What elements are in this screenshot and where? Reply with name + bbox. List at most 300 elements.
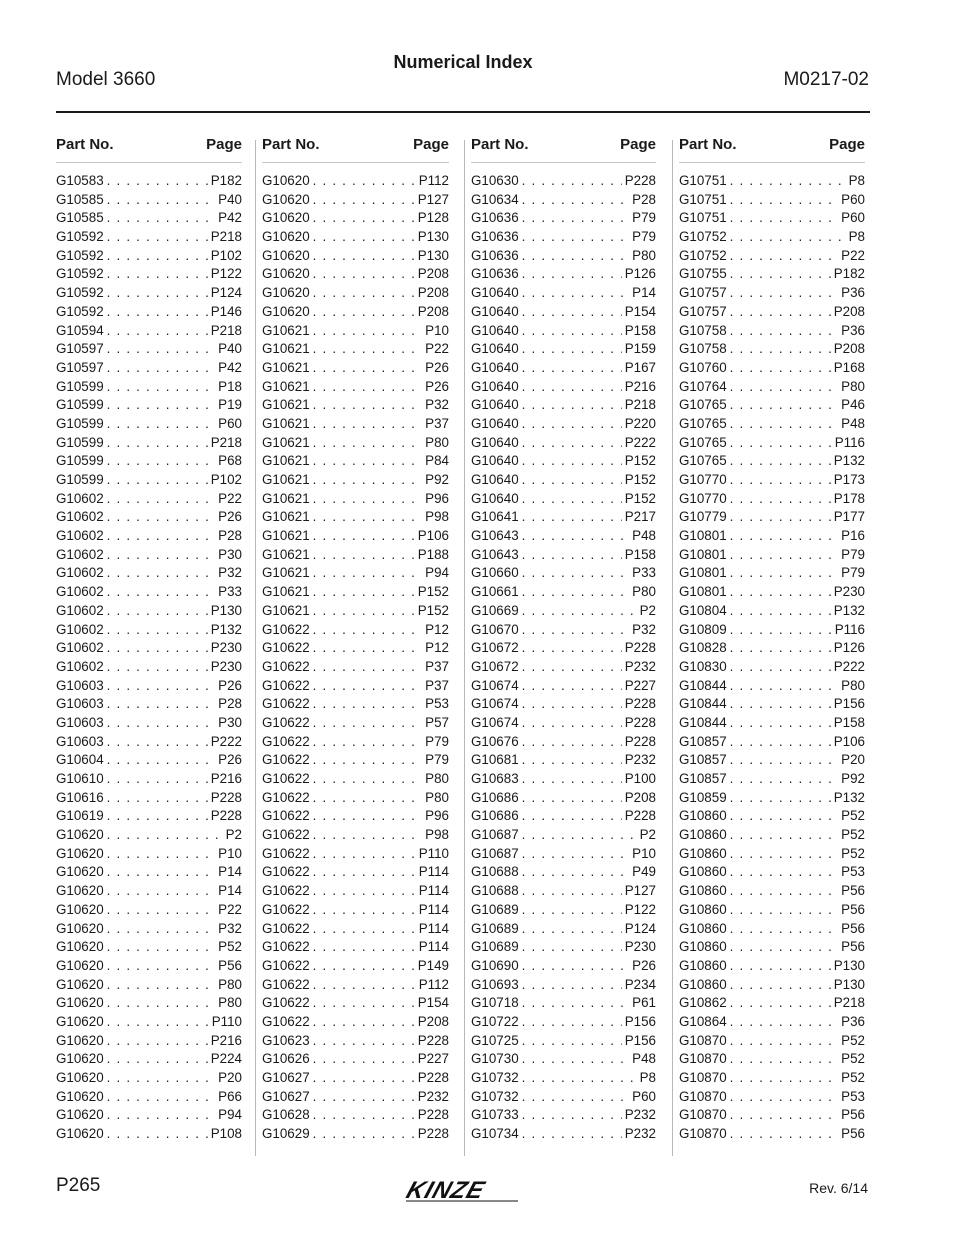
- index-entry: [679, 1050, 865, 1069]
- index-entry: [471, 863, 656, 882]
- index-entry: [471, 621, 656, 640]
- part-number: G10597: [56, 341, 104, 357]
- page-reference: P222: [624, 434, 656, 450]
- dot-leader: [730, 527, 839, 546]
- index-entry: [679, 658, 865, 677]
- dot-leader: [730, 415, 839, 434]
- part-number: G10629: [262, 1126, 310, 1142]
- page-reference: P122: [210, 266, 242, 282]
- index-entry: [471, 677, 656, 696]
- index-entry: [679, 695, 865, 714]
- index-entry: [471, 1032, 656, 1051]
- part-number: G10779: [679, 509, 727, 525]
- part-number: G10765: [679, 434, 727, 450]
- dot-leader: [313, 1125, 415, 1144]
- page-reference: P26: [425, 359, 449, 375]
- page-reference: P158: [833, 714, 865, 730]
- index-column-3: [471, 136, 656, 1144]
- part-number: G10622: [262, 995, 310, 1011]
- dot-leader: [522, 639, 622, 658]
- index-entry: [471, 901, 656, 920]
- index-entry: [679, 359, 865, 378]
- page-reference: P178: [833, 490, 865, 506]
- column-divider: [255, 140, 256, 1156]
- part-number: G10757: [679, 303, 727, 319]
- dot-leader: [107, 733, 208, 752]
- part-number: G10870: [679, 1107, 727, 1123]
- page-reference: P26: [218, 509, 242, 525]
- part-number: G10693: [471, 976, 519, 992]
- index-entry: [56, 452, 242, 471]
- dot-leader: [522, 751, 622, 770]
- part-number: G10583: [56, 173, 104, 188]
- index-entry: [471, 789, 656, 808]
- part-number: G10681: [471, 752, 519, 768]
- page-reference: P228: [624, 808, 656, 824]
- page-reference: P37: [425, 677, 449, 693]
- page-reference: P48: [632, 528, 656, 544]
- dot-leader: [107, 695, 216, 714]
- part-number: G10732: [471, 1088, 519, 1104]
- part-number: G10599: [56, 472, 104, 487]
- index-entry: [56, 621, 242, 640]
- dot-leader: [730, 1088, 839, 1107]
- part-number: G10690: [471, 957, 519, 973]
- index-entry: [471, 359, 656, 378]
- index-entry: [471, 920, 656, 939]
- page-reference: P232: [417, 1088, 449, 1104]
- page-reference: P208: [417, 303, 449, 319]
- dot-leader: [313, 863, 416, 882]
- part-number: G10801: [679, 546, 727, 562]
- part-number: G10870: [679, 1070, 727, 1085]
- part-number: G10859: [679, 789, 727, 805]
- part-number: G10585: [56, 191, 104, 207]
- index-entry: [262, 322, 449, 341]
- page-reference: P152: [624, 472, 656, 487]
- index-entry: [471, 658, 656, 677]
- dot-leader: [313, 1032, 415, 1051]
- part-number: G10758: [679, 322, 727, 338]
- part-number: G10622: [262, 827, 310, 843]
- index-entry: [471, 938, 656, 957]
- dot-leader: [730, 882, 839, 901]
- page-reference: P126: [624, 266, 656, 282]
- part-number: G10626: [262, 1051, 310, 1067]
- part-number: G10622: [262, 957, 310, 973]
- page-reference: P79: [841, 565, 865, 581]
- dot-leader: [107, 359, 216, 378]
- dot-leader: [730, 845, 839, 864]
- index-entry: [56, 695, 242, 714]
- dot-leader: [522, 247, 630, 266]
- index-entry: [679, 863, 865, 882]
- index-entry: [56, 340, 242, 359]
- dot-leader: [730, 322, 839, 341]
- index-entry: [56, 826, 242, 845]
- page-reference: P114: [418, 883, 449, 899]
- page-reference: P230: [210, 658, 242, 674]
- index-entry: [56, 434, 242, 453]
- part-number: G10620: [262, 303, 310, 319]
- part-number: G10860: [679, 939, 727, 955]
- column-header: [56, 136, 242, 163]
- index-entry: [679, 527, 865, 546]
- page-reference: P80: [841, 378, 865, 394]
- index-entry: [471, 583, 656, 602]
- part-number: G10592: [56, 229, 104, 245]
- part-number: G10860: [679, 864, 727, 880]
- index-entry: [262, 508, 449, 527]
- part-number: G10620: [262, 247, 310, 263]
- part-number: G10620: [262, 266, 310, 282]
- dot-leader: [313, 564, 423, 583]
- part-number: G10640: [471, 472, 519, 487]
- dot-leader: [107, 621, 208, 640]
- dot-leader: [107, 452, 216, 471]
- index-entry: [471, 490, 656, 509]
- page-reference: P61: [632, 995, 656, 1011]
- page-reference: P167: [624, 359, 656, 375]
- index-entry: [471, 714, 656, 733]
- index-entry: [262, 490, 449, 509]
- index-entry: [471, 695, 656, 714]
- dot-leader: [107, 322, 208, 341]
- page-reference: P42: [218, 210, 242, 226]
- index-entry: [262, 733, 449, 752]
- dot-leader: [730, 1125, 839, 1144]
- index-entry: [471, 303, 656, 322]
- page-reference: P60: [632, 1088, 656, 1104]
- index-entry: [679, 621, 865, 640]
- dot-leader: [730, 191, 839, 210]
- dot-leader: [522, 527, 630, 546]
- page-reference: P14: [218, 864, 242, 880]
- part-number: G10862: [679, 995, 727, 1011]
- dot-leader: [522, 284, 630, 303]
- index-entry: [679, 957, 865, 976]
- dot-leader: [107, 228, 208, 247]
- page-reference: P159: [624, 341, 656, 357]
- page-reference: P208: [833, 341, 865, 357]
- index-entry: [56, 209, 242, 228]
- part-number: G10602: [56, 565, 104, 581]
- page-reference: P106: [417, 528, 449, 544]
- dot-leader: [522, 564, 630, 583]
- page-reference: P100: [624, 771, 656, 786]
- dot-leader: [107, 602, 208, 621]
- dot-leader: [313, 415, 423, 434]
- dot-leader: [522, 303, 622, 322]
- page-reference: P114: [418, 920, 449, 936]
- dot-leader: [522, 490, 622, 509]
- index-entry: [679, 733, 865, 752]
- page-reference: P18: [218, 378, 242, 394]
- page-reference: P188: [417, 546, 449, 562]
- index-entry: [262, 938, 449, 957]
- column-header: [679, 136, 865, 163]
- index-entry: [679, 976, 865, 995]
- index-entry: [679, 639, 865, 658]
- index-entry: [56, 994, 242, 1013]
- part-number: G10622: [262, 920, 310, 936]
- part-number: G10830: [679, 658, 727, 674]
- page-reference: P37: [425, 415, 449, 431]
- part-number: G10621: [262, 528, 310, 544]
- index-entry: [262, 471, 449, 490]
- part-no-header: Part No.: [262, 136, 320, 153]
- dot-leader: [522, 228, 630, 247]
- part-number: G10599: [56, 453, 104, 469]
- page-reference: P218: [833, 995, 865, 1011]
- page-reference: P132: [833, 602, 865, 618]
- part-number: G10676: [471, 733, 519, 749]
- page-reference: P158: [624, 322, 656, 338]
- page-reference: P234: [624, 976, 656, 992]
- part-number: G10621: [262, 322, 310, 338]
- index-entry: [679, 396, 865, 415]
- dot-leader: [730, 1106, 839, 1125]
- page-reference: P227: [624, 677, 656, 693]
- dot-leader: [107, 564, 216, 583]
- part-number: G10860: [679, 901, 727, 917]
- dot-leader: [107, 639, 208, 658]
- part-number: G10844: [679, 714, 727, 730]
- part-number: G10689: [471, 920, 519, 936]
- index-entry: [679, 1125, 865, 1144]
- dot-leader: [313, 733, 423, 752]
- dot-leader: [730, 938, 839, 957]
- page-reference: P26: [425, 378, 449, 394]
- index-entry: [471, 471, 656, 490]
- page-reference: P16: [841, 528, 865, 544]
- index-entry: [679, 303, 865, 322]
- part-number: G10620: [56, 976, 104, 992]
- page-reference: P79: [425, 733, 449, 749]
- page-title: Numerical Index: [393, 52, 533, 72]
- part-number: G10733: [471, 1107, 519, 1123]
- part-number: G10602: [56, 509, 104, 525]
- page-reference: P52: [841, 845, 865, 861]
- dot-leader: [730, 1032, 839, 1051]
- page-reference: P208: [833, 303, 865, 319]
- page-reference: P132: [833, 789, 865, 805]
- dot-leader: [313, 826, 423, 845]
- dot-leader: [730, 546, 839, 565]
- page-reference: P96: [425, 490, 449, 506]
- index-entry: [679, 265, 865, 284]
- part-number: G10621: [262, 415, 310, 431]
- index-entry: [262, 284, 449, 303]
- index-entry: [56, 602, 242, 621]
- dot-leader: [313, 1106, 415, 1125]
- index-entry: [262, 564, 449, 583]
- part-number: G10661: [471, 584, 519, 600]
- part-number: G10751: [679, 210, 727, 226]
- dot-leader: [107, 209, 216, 228]
- dot-leader: [107, 583, 216, 602]
- index-column-4: [679, 136, 865, 1144]
- part-number: G10844: [679, 677, 727, 693]
- page-reference: P36: [841, 322, 865, 338]
- index-entry: [471, 378, 656, 397]
- dot-leader: [107, 882, 216, 901]
- page-reference: P20: [218, 1070, 242, 1085]
- page-reference: P208: [624, 789, 656, 805]
- page-reference: P228: [624, 696, 656, 712]
- page-reference: P218: [624, 397, 656, 413]
- part-number: G10620: [262, 229, 310, 245]
- part-number: G10602: [56, 621, 104, 637]
- part-number: G10621: [262, 434, 310, 450]
- index-entry: [679, 415, 865, 434]
- index-entry: [56, 733, 242, 752]
- part-number: G10857: [679, 771, 727, 786]
- index-entry: [262, 807, 449, 826]
- dot-leader: [313, 920, 416, 939]
- index-entry: [679, 228, 865, 247]
- dot-leader: [522, 209, 630, 228]
- page-reference: P152: [624, 453, 656, 469]
- dot-leader: [107, 976, 216, 995]
- part-number: G10620: [262, 285, 310, 301]
- index-entry: [679, 920, 865, 939]
- page-reference: P28: [218, 528, 242, 544]
- page-reference: P149: [417, 957, 449, 973]
- part-number: G10764: [679, 378, 727, 394]
- dot-leader: [313, 527, 415, 546]
- dot-leader: [107, 1050, 208, 1069]
- model-label: Model 3660: [56, 69, 156, 90]
- index-entry: [56, 378, 242, 397]
- column-divider: [464, 140, 465, 1156]
- part-number: G10686: [471, 808, 519, 824]
- dot-leader: [522, 508, 622, 527]
- page-reference: P26: [218, 752, 242, 768]
- part-number: G10770: [679, 490, 727, 506]
- dot-leader: [313, 359, 423, 378]
- dot-leader: [522, 621, 630, 640]
- part-number: G10757: [679, 285, 727, 301]
- index-entry: [262, 265, 449, 284]
- dot-leader: [107, 247, 208, 266]
- part-number: G10602: [56, 546, 104, 562]
- index-entry: [679, 546, 865, 565]
- index-entry: [262, 359, 449, 378]
- page-reference: P12: [425, 640, 449, 656]
- page-reference: P92: [425, 472, 449, 487]
- part-number: G10622: [262, 714, 310, 730]
- part-number: G10620: [56, 1126, 104, 1142]
- dot-leader: [107, 378, 216, 397]
- index-entry: [262, 677, 449, 696]
- index-entry: [471, 415, 656, 434]
- page-reference: P228: [417, 1107, 449, 1123]
- page-reference: P228: [624, 173, 656, 188]
- dot-leader: [522, 1088, 630, 1107]
- dot-leader: [107, 789, 208, 808]
- dot-leader: [313, 322, 423, 341]
- dot-leader: [313, 490, 423, 509]
- page-reference: P2: [639, 827, 656, 843]
- index-entry: [56, 658, 242, 677]
- dot-leader: [313, 882, 416, 901]
- index-entry: [56, 807, 242, 826]
- dot-leader: [313, 976, 416, 995]
- dot-leader: [730, 396, 839, 415]
- part-number: G10725: [471, 1032, 519, 1048]
- dot-leader: [107, 714, 216, 733]
- page-reference: P40: [218, 341, 242, 357]
- page-reference: P52: [841, 1070, 865, 1085]
- page-reference: P80: [218, 995, 242, 1011]
- page-reference: P60: [841, 191, 865, 207]
- index-entry: [262, 920, 449, 939]
- part-number: G10860: [679, 808, 727, 824]
- page-reference: P32: [632, 621, 656, 637]
- dot-leader: [522, 471, 622, 490]
- page-reference: P220: [624, 415, 656, 431]
- index-entry: [471, 807, 656, 826]
- part-number: G10755: [679, 266, 727, 282]
- dot-leader: [522, 957, 630, 976]
- dot-leader: [522, 172, 622, 191]
- part-number: G10621: [262, 397, 310, 413]
- index-entry: [56, 564, 242, 583]
- index-entry: [56, 1088, 242, 1107]
- index-entry: [471, 209, 656, 228]
- index-entry: [679, 583, 865, 602]
- page-reference: P232: [624, 1126, 656, 1142]
- part-number: G10621: [262, 565, 310, 581]
- dot-leader: [730, 994, 831, 1013]
- page-reference: P146: [210, 303, 242, 319]
- dot-leader: [522, 770, 622, 789]
- part-number: G10672: [471, 640, 519, 656]
- dot-leader: [313, 602, 415, 621]
- dot-leader: [522, 434, 622, 453]
- part-number: G10622: [262, 640, 310, 656]
- part-number: G10620: [262, 191, 310, 207]
- part-number: G10660: [471, 565, 519, 581]
- index-entry: [471, 1069, 656, 1088]
- dot-leader: [313, 247, 415, 266]
- dot-leader: [107, 957, 216, 976]
- part-number: G10718: [471, 995, 519, 1011]
- page-reference: P232: [624, 658, 656, 674]
- index-entry: [471, 322, 656, 341]
- part-number: G10844: [679, 696, 727, 712]
- dot-leader: [107, 938, 216, 957]
- index-entry: [262, 452, 449, 471]
- part-number: G10620: [56, 957, 104, 973]
- dot-leader: [730, 658, 831, 677]
- page-reference: P110: [211, 1013, 242, 1029]
- part-number: G10636: [471, 266, 519, 282]
- dot-leader: [730, 863, 839, 882]
- page-reference: P228: [417, 1032, 449, 1048]
- part-number: G10734: [471, 1126, 519, 1142]
- part-number: G10622: [262, 677, 310, 693]
- page-reference: P33: [218, 584, 242, 600]
- index-entry: [56, 714, 242, 733]
- part-number: G10621: [262, 472, 310, 487]
- page-reference: P12: [425, 621, 449, 637]
- page-reference: P217: [624, 509, 656, 525]
- index-entry: [679, 1032, 865, 1051]
- dot-leader: [313, 789, 423, 808]
- part-number: G10765: [679, 415, 727, 431]
